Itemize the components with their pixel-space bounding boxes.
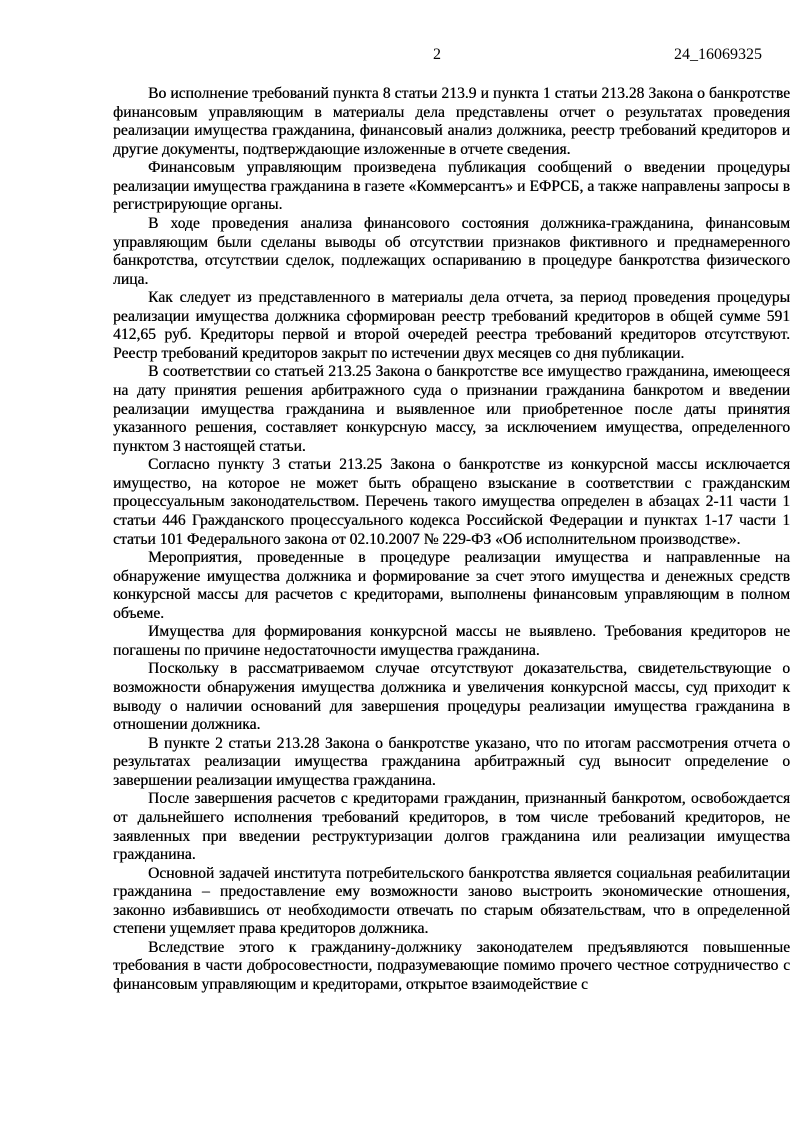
paragraph: Согласно пункту 3 статьи 213.25 Закона о банкротстве из конкурсной массы исключается имущество, на которое не может быть обращено взыскание в соответствии с гражданским процессуальным законодательством. Перечень такого имущества определен в абзацах 2-11 части 1 статьи 446 Гражданского процессуального кодекса Российской Федерации и пунктах 1-17 части 1 статьи 101 Федерального закона от 02.10.2007 № 229-ФЗ «Об исполнительном производстве». [113, 456, 790, 548]
page-header [113, 45, 790, 64]
paragraph: Поскольку в рассматриваемом случае отсутствуют доказательства, свидетельствующие о возможности обнаружения имущества должника и увеличения конкурсной массы, суд приходит к выводу о наличии оснований для завершения процедуры реализации имущества гражданина в отношении должника. [113, 660, 790, 734]
page-number: 2 [433, 46, 441, 63]
paragraph: Основной задачей института потребительского банкротства является социальная реабилитации гражданина – предоставление ему возможности заново выстроить экономические отношения, законно избавившись от необходимости отвечать по старым обязательствам, что в определенной степени ущемляет права кредиторов должника. [113, 864, 790, 938]
paragraph: После завершения расчетов с кредиторами гражданин, признанный банкротом, освобождается от дальнейшего исполнения требований кредиторов, в том числе требований кредиторов, не заявленных при введении реструктуризации долгов гражданина или реализации имущества гражданина. [113, 790, 790, 864]
case-number: 24_16069325 [674, 46, 762, 63]
paragraph: Мероприятия, проведенные в процедуре реализации имущества и направленные на обнаружение имущества должника и формирование за счет этого имущества и денежных средств конкурсной массы для расчетов с кредиторами, выполнены финансовым управляющим в полном объеме. [113, 549, 790, 622]
paragraph: В ходе проведения анализа финансового состояния должника-гражданина, финансовым управляющим были сделаны выводы об отсутствии признаков фиктивного и преднамеренного банкротства, отсутствии сделок, подлежащих оспариванию в процедуре банкротства физического лица. [113, 214, 790, 288]
paragraph: В пункте 2 статьи 213.28 Закона о банкротстве указано, что по итогам рассмотрения отчета о результатах реализации имущества гражданина арбитражный суд выносит определение о завершении реализации имущества гражданина. [113, 734, 790, 789]
paragraph: Финансовым управляющим произведена публикация сообщений о введении процедуры реализации имущества гражданина в газете «Коммерсантъ» и ЕФРСБ, а также направлены запросы в регистрирующие органы. [113, 159, 790, 214]
paragraph: В соответствии со статьей 213.25 Закона о банкротстве все имущество гражданина, имеющееся на дату принятия решения арбитражного суда о признании гражданина банкротом и введении реализации имущества гражданина и выявленное или приобретенное после даты принятия указанного решения, составляет конкурсную массу, за исключением имущества, определенного пунктом 3 настоящей статьи. [113, 363, 790, 455]
document-body [113, 85, 790, 995]
paragraph: Во исполнение требований пункта 8 статьи 213.9 и пункта 1 статьи 213.28 Закона о банкротстве финансовым управляющим в материалы дела представлены отчет о результатах проведения реализации имущества гражданина, финансовый анализ должника, реестр требований кредиторов и другие документы, подтверждающие изложенные в отчете сведения. [113, 85, 790, 158]
paragraph: Имущества для формирования конкурсной массы не выявлено. Требования кредиторов не погашены по причине недостаточности имущества гражданина. [113, 623, 790, 659]
text-column [113, 0, 790, 995]
paragraph: Как следует из представленного в материалы дела отчета, за период проведения процедуры реализации имущества должника сформирован реестр требований кредиторов в общей сумме 591 412,65 руб. Кредиторы первой и второй очередей реестра требований кредиторов отсутствуют. Реестр требований кредиторов закрыт по истечении двух месяцев со дня публикации. [113, 289, 790, 362]
paragraph: Вследствие этого к гражданину-должнику законодателем предъявляются повышенные требования в части добросовестности, подразумевающие помимо прочего честное сотрудничество с финансовым управляющим и кредиторами, открытое взаимодействие с [113, 938, 790, 993]
